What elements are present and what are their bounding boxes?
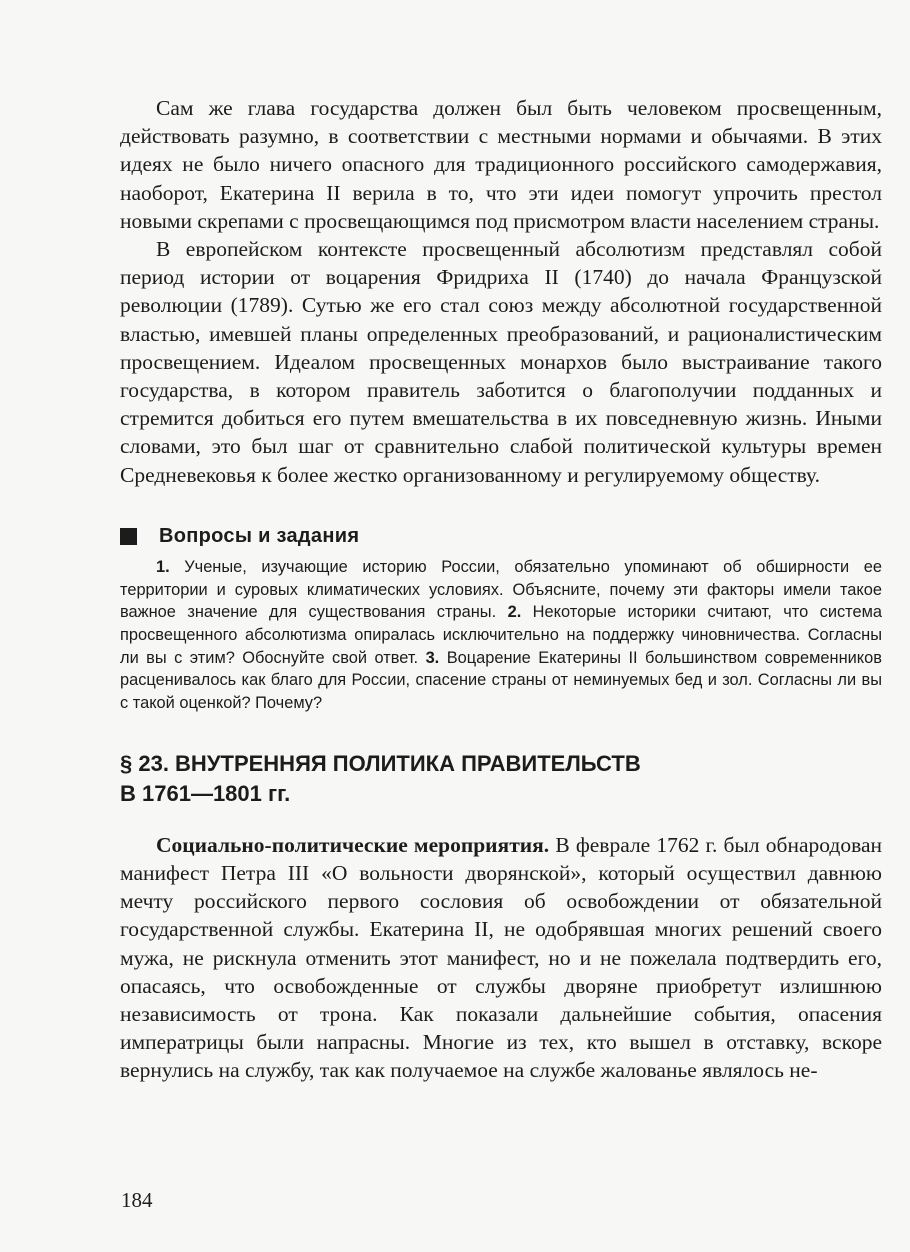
question-number: 2.	[507, 603, 522, 622]
questions-heading	[120, 525, 882, 548]
runin-heading: Социально-политические мероприятия.	[156, 832, 550, 857]
section-body-text: В феврале 1762 г. был обнародован манифест Петра III «О вольности дворянской», который осуществил давнюю мечту российского первого сословия об освобождении от обязательной государственной службы. Екатерина II, не одобрявшая многих решений своего мужа, не рискнула отменить этот манифест, но и не пожелала подтвердить его, опасаясь, что освобожденные от службы дворяне приобретут излишнюю независимость от трона. Как показали дальнейшие события, опасения императрицы были напрасны. Многие из тех, кто вышел в отставку, вскоре вернулись на службу, так как получаемое на службе жалованье являлось не-	[120, 832, 882, 1083]
section-title	[120, 749, 882, 809]
page-number: 184	[121, 1188, 153, 1212]
question-text: Воцарение Екатерины II большинством современников расценивалось как благо для России, спасение страны от неминуемых бед и зол. Согласны ли вы с такой оценкой? Почему?	[120, 648, 882, 713]
section-title-line-2: В 1761—1801 гг.	[120, 780, 291, 806]
question-number: 3.	[425, 648, 440, 667]
page-content	[120, 94, 882, 1085]
paragraph-1: Сам же глава государства должен был быть человеком просвещенным, действовать разумно, в соответствии с местными нормами и обычаями. В этих идеях не было ничего опасного для традиционного российского самодержавия, наоборот, Екатерина II верила в то, что эти идеи помогут упрочить престол новыми скрепами с просвещающимся под присмотром власти населением страны.	[120, 96, 882, 233]
questions-heading-text: Вопросы и задания	[159, 524, 360, 547]
square-bullet-icon	[120, 528, 137, 545]
paragraph-2: В европейском контексте просвещенный абсолютизм представлял собой период истории от воцарения Фридриха II (1740) до начала Французской революции (1789). Сутью же его стал союз между абсолютной государственной властью, имевшей планы определенных преобразований, и рационалистическим просвещением. Идеалом просвещенных монархов было выстраивание такого государства, в котором правитель заботится о благополучии подданных и стремится добиться его путем вмешательства в их повседневную жизнь. Иными словами, это был шаг от сравнительно слабой политической культуры времен Средневековья к более жестко организованному и регулируемому обществу.	[120, 237, 882, 487]
questions-body	[120, 556, 882, 715]
question-number: 1.	[156, 557, 170, 576]
section-title-line-1: § 23. ВНУТРЕННЯЯ ПОЛИТИКА ПРАВИТЕЛЬСТВ	[120, 750, 641, 776]
section-paragraph	[120, 831, 882, 1085]
question-text: Некоторые историки считают, что система просвещенного абсолютизма опиралась исключительно на поддержку чиновничества. Согласны ли вы с этим? Обоснуйте свой ответ.	[120, 603, 883, 667]
question-text: Ученые, изучающие историю России, обязательно упоминают об обширности ее территории и суровых климатических условиях. Объясните, почему эти факторы имели такое важное значение для существования страны.	[120, 557, 882, 622]
